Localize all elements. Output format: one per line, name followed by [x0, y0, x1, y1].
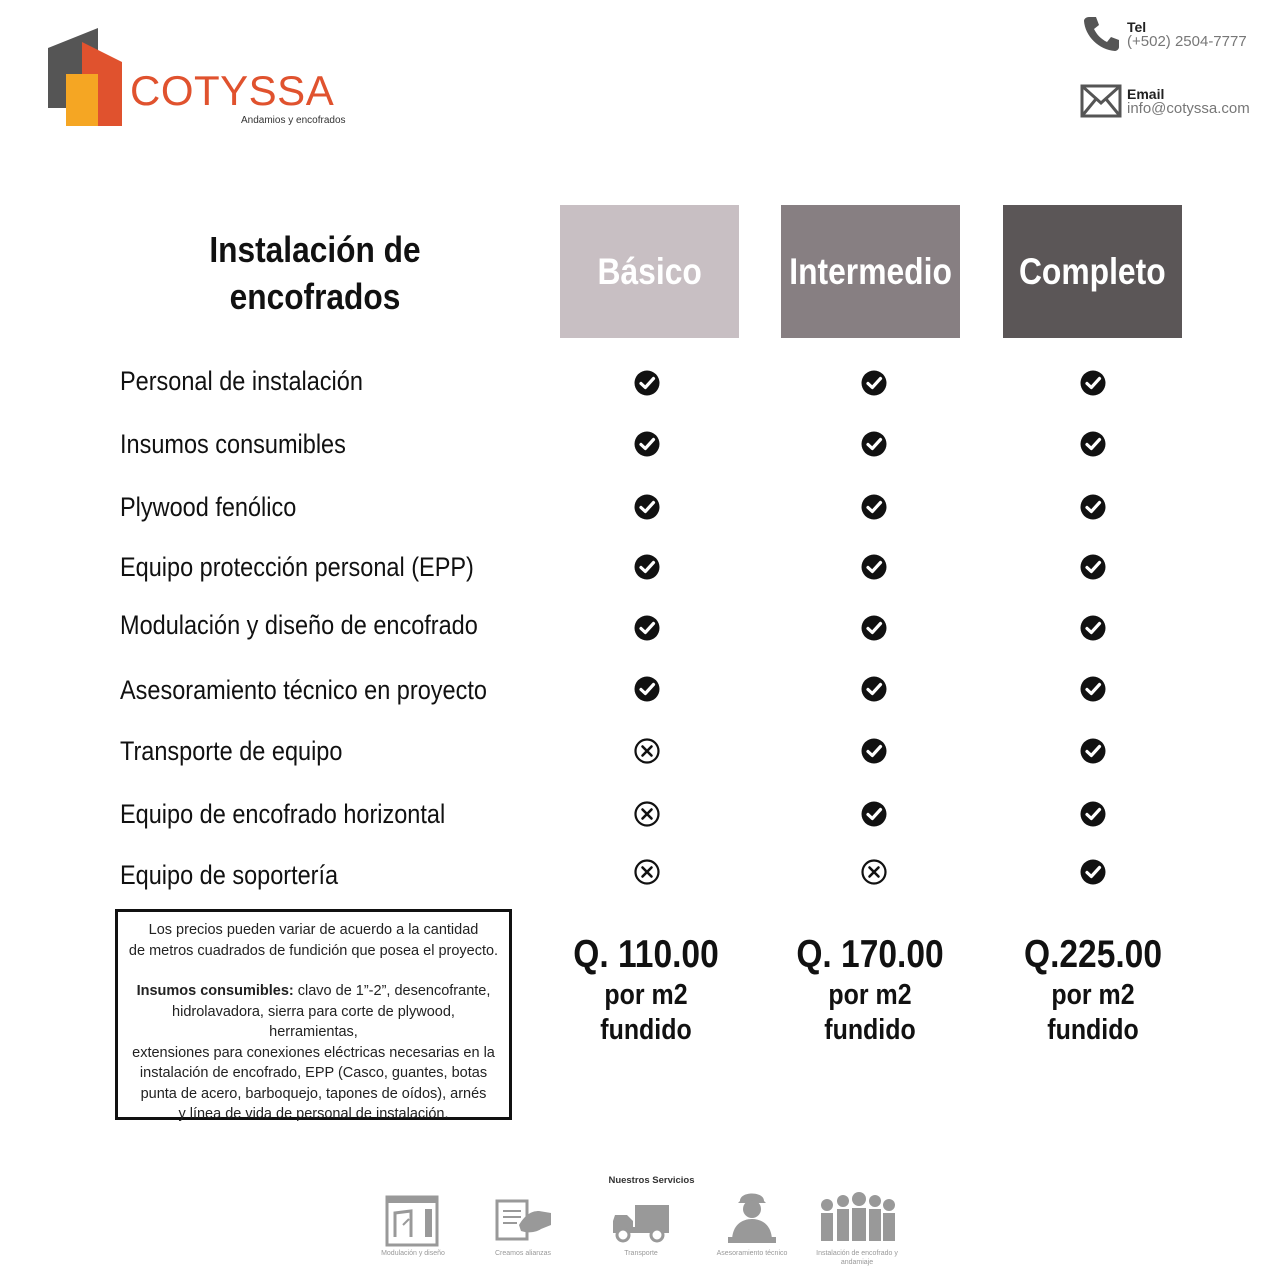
notes-line: Los precios pueden variar de acuerdo a la cantidad — [148, 922, 479, 938]
check-icon — [1080, 370, 1106, 396]
check-icon — [1080, 801, 1106, 827]
feature-label: Asesoramiento técnico en proyecto — [120, 675, 487, 705]
check-icon — [634, 615, 660, 641]
price-completo — [983, 932, 1203, 1048]
check-icon — [634, 676, 660, 702]
plan-header-basico — [560, 205, 739, 338]
check-icon — [1080, 676, 1106, 702]
workers-icon — [815, 1185, 899, 1247]
feature-label: Equipo protección personal (EPP) — [120, 552, 474, 582]
cross-icon — [634, 801, 660, 827]
check-icon — [1080, 554, 1106, 580]
service-label: Asesoramiento técnico — [716, 1250, 788, 1257]
tel-value: (+502) 2504-7777 — [1127, 33, 1247, 50]
price-unit: fundido — [824, 1014, 916, 1046]
check-icon — [861, 494, 887, 520]
service-item[interactable] — [478, 1185, 568, 1258]
feature-label: Personal de instalación — [120, 366, 363, 396]
insumos-label: Insumos consumibles: — [136, 983, 294, 999]
service-label: Modulación y diseño — [381, 1250, 445, 1257]
insumos-paragraph — [126, 981, 501, 1002]
notes-line: hidrolavadora, sierra para corte de plywood, herramientas, — [172, 1003, 455, 1040]
email-label: Email — [1127, 86, 1165, 102]
notes-line: punta de acero, barboquejo, tapones de oídos), arnés — [140, 1085, 487, 1102]
price-amount: Q. 110.00 — [573, 933, 719, 976]
service-item[interactable] — [368, 1185, 458, 1258]
feature-label: Modulación y diseño de encofrado — [120, 610, 478, 640]
contact-email — [1080, 84, 1270, 120]
check-icon — [634, 494, 660, 520]
logo-building-icon — [46, 26, 126, 128]
engineer-icon — [720, 1185, 784, 1247]
check-icon — [861, 431, 887, 457]
price-amount: Q.225.00 — [1023, 933, 1163, 976]
check-icon — [861, 554, 887, 580]
check-icon — [1080, 494, 1106, 520]
check-icon — [634, 554, 660, 580]
contact-phone — [1082, 14, 1262, 54]
service-item[interactable] — [707, 1185, 797, 1258]
price-basico — [536, 932, 756, 1048]
feature-label: Equipo de encofrado horizontal — [120, 799, 446, 829]
cross-icon — [634, 738, 660, 764]
price-amount: Q. 170.00 — [796, 933, 944, 976]
check-icon — [861, 676, 887, 702]
check-icon — [1080, 859, 1106, 885]
notes-line: instalación de encofrado, EPP (Casco, guantes, botas — [139, 1065, 488, 1081]
brand-name: COTYSSA — [130, 67, 335, 114]
plan-name: Completo — [1019, 250, 1166, 292]
notes-line: y línea de vida de personal de instalación. — [178, 1106, 449, 1122]
plan-name: Intermedio — [789, 250, 952, 292]
cross-icon — [861, 859, 887, 885]
service-label: Transporte — [624, 1250, 658, 1257]
envelope-icon — [1080, 84, 1122, 118]
price-unit: por m2 — [1051, 979, 1135, 1011]
email-value[interactable]: info@cotyssa.com — [1127, 100, 1250, 117]
cross-icon — [634, 859, 660, 885]
check-icon — [861, 370, 887, 396]
check-icon — [861, 801, 887, 827]
insumos-text: clavo de 1”-2”, desencofrante, — [293, 983, 491, 999]
check-icon — [634, 431, 660, 457]
price-unit: por m2 — [604, 979, 688, 1011]
plan-header-completo — [1003, 205, 1182, 338]
price-unit: por m2 — [828, 979, 912, 1011]
check-icon — [1080, 615, 1106, 641]
check-icon — [634, 370, 660, 396]
feature-label: Transporte de equipo — [120, 736, 343, 766]
page-title: Instalación de encofrados — [209, 229, 421, 317]
blueprint-icon — [383, 1185, 443, 1247]
check-icon — [861, 615, 887, 641]
plan-name: Básico — [597, 250, 702, 292]
phone-icon — [1082, 14, 1120, 52]
truck-icon — [609, 1185, 673, 1247]
feature-label: Plywood fenólico — [120, 492, 297, 522]
feature-label: Insumos consumibles — [120, 429, 346, 459]
handshake-icon — [491, 1185, 555, 1247]
check-icon — [1080, 431, 1106, 457]
services-title: Nuestros Servicios — [608, 1175, 695, 1186]
service-label: Instalación de encofrado y andamiaje — [816, 1250, 898, 1266]
check-icon — [1080, 738, 1106, 764]
notes-line: de metros cuadrados de fundición que posea el proyecto. — [128, 942, 499, 959]
tel-label: Tel — [1127, 19, 1147, 35]
brand-tagline: Andamios y encofrados — [241, 115, 346, 126]
price-intermedio — [760, 932, 980, 1048]
service-item[interactable] — [596, 1185, 686, 1258]
feature-label: Equipo de soportería — [120, 860, 339, 890]
check-icon — [861, 738, 887, 764]
price-notes — [115, 909, 512, 1120]
price-unit: fundido — [600, 1014, 692, 1046]
brand-logo — [46, 26, 346, 131]
service-item[interactable] — [811, 1185, 903, 1267]
notes-line: extensiones para conexiones eléctricas necesarias en la — [132, 1044, 495, 1061]
price-unit: fundido — [1047, 1014, 1139, 1046]
service-label: Creamos alianzas — [494, 1250, 552, 1257]
plan-header-intermedio — [781, 205, 960, 338]
